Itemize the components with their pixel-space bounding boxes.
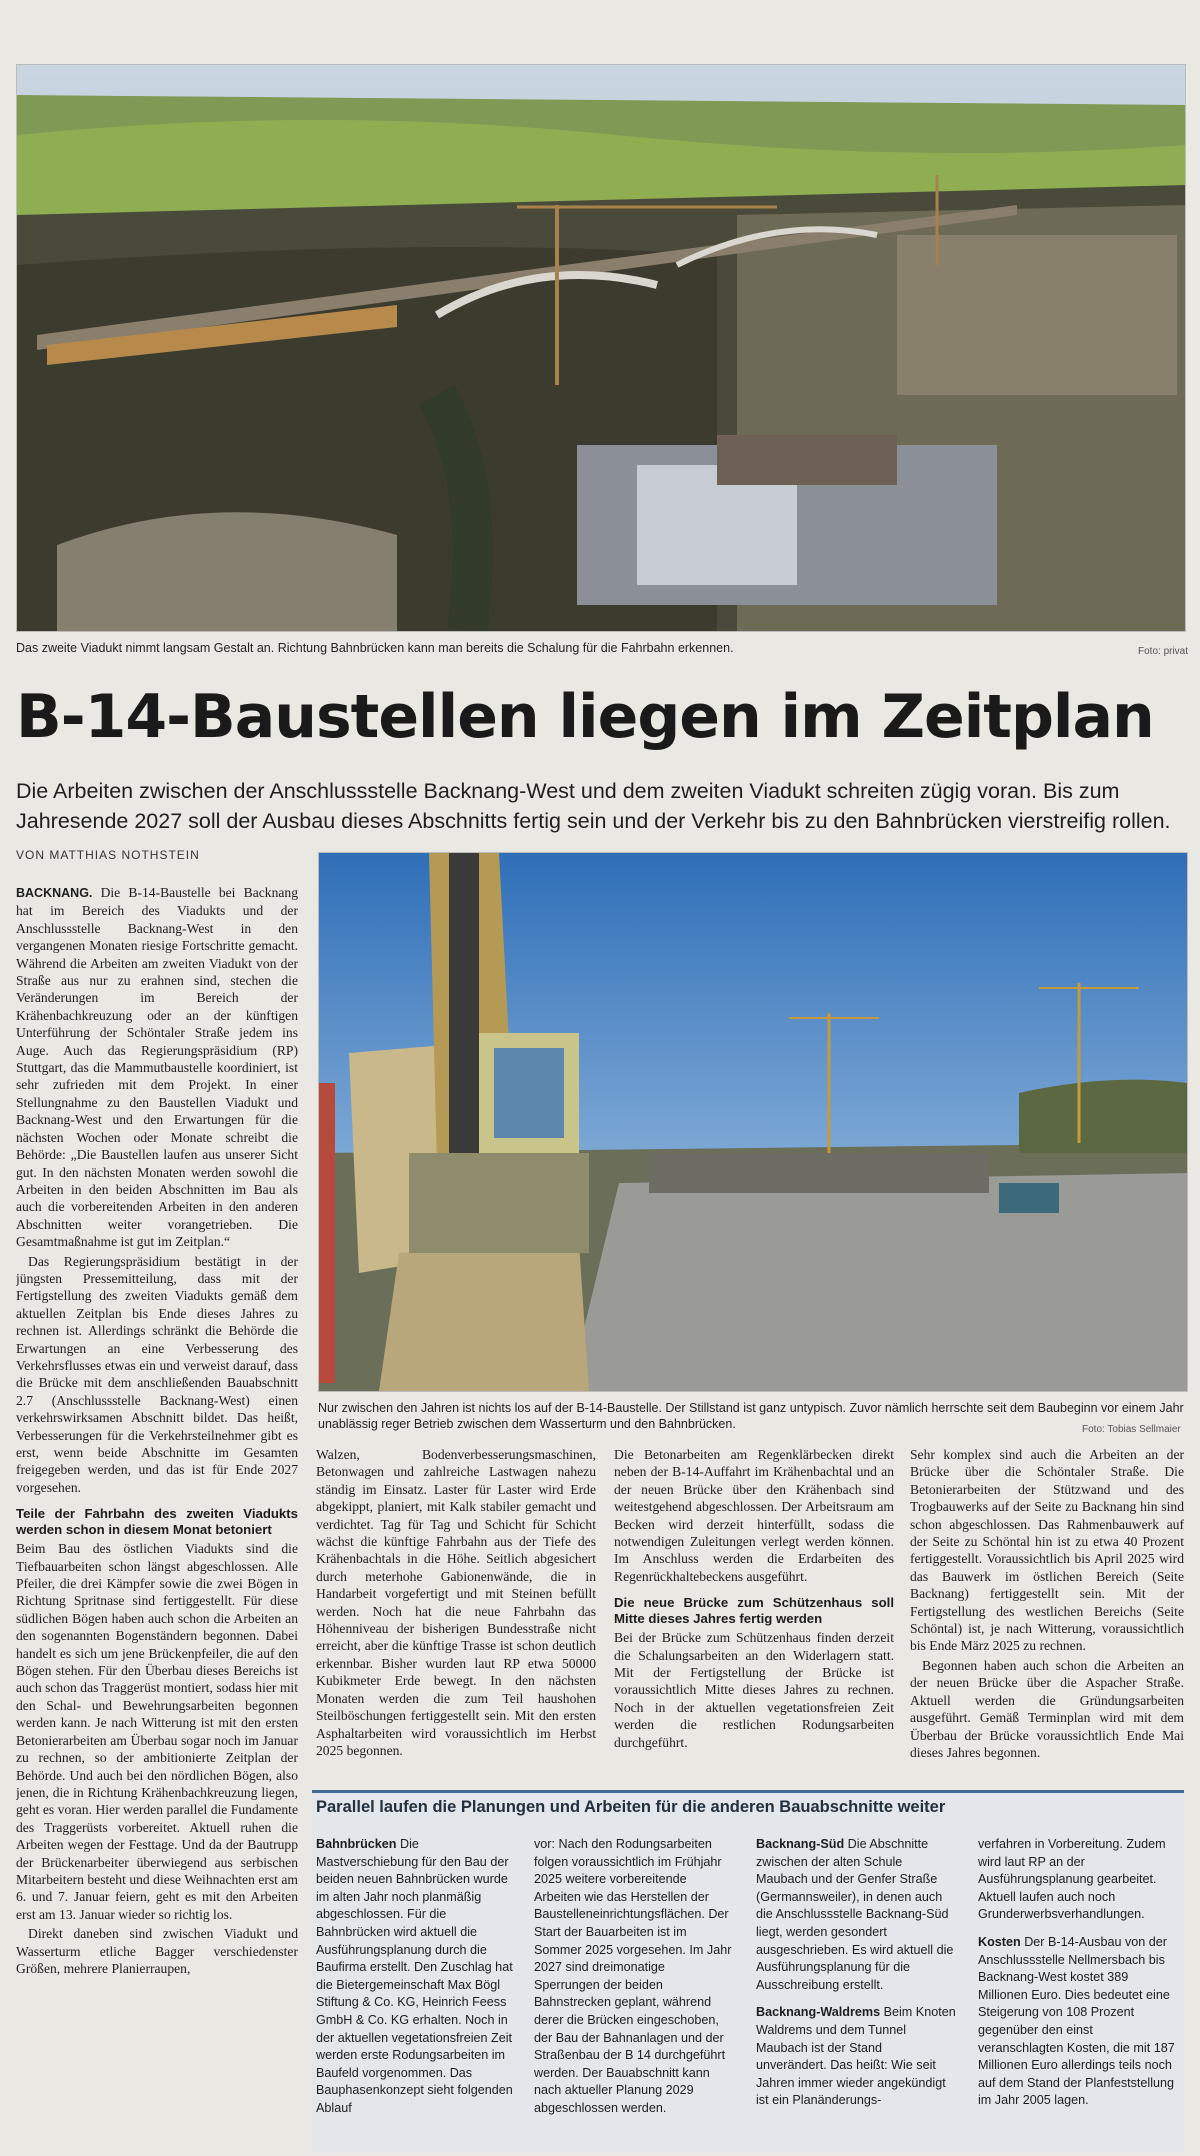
col1-subheading: Teile der Fahrbahn des zweiten Viadukts werden schon in diesem Monat betoniert — [16, 1506, 298, 1538]
dateline: BACKNANG. — [16, 886, 93, 900]
info-box-column-2 — [534, 1836, 734, 2122]
viaduct-aerial-photo — [16, 64, 1186, 632]
text-backnang-waldrems: Beim Knoten Waldrems und dem Tunnel Maubach ist der Stand unverändert. Das heißt: Wie seit Jahren immer wieder angekündigt ist ein Planänderungs- — [756, 2005, 956, 2108]
article-column-1 — [16, 884, 298, 2148]
deck: Die Arbeiten zwischen der Anschlussstelle Backnang-West und dem zweiten Viadukt schreiten zügig voran. Bis zum Jahresende 2027 soll der Ausbau dieses Abschnitts fertig sein und der Verkehr bis zu den Bahnbrücken vierstreifig rollen. — [16, 779, 1171, 833]
col1-paragraph-1: Die B-14-Baustelle bei Backnang hat im Bereich des Viadukts und der Anschlussstelle Backnang-West in den vergangenen Monaten riesige Fortschritte gemacht. Während die Arbeiten am zweiten Viadukt von der Straße aus nur zu erahnen sind, stechen die Veränderungen im Bereich der Krähenbachkreuzung oder an der künftigen Unterführung der Schöntaler Straße jedem ins Auge. Auch das Regierungspräsidium (RP) Stuttgart, das die Mammutbaustelle koordiniert, ist sehr zufrieden mit dem Projekt. In einer Stellungnahme zu den Baustellen Viadukt und Backnang-West und den Erwartungen für die nächsten Wochen oder Monate schreibt die Behörde: „Die Baustellen laufen aus unserer Sicht gut. In den nächsten Monaten werden sowohl die Arbeiten in den beiden Abschnitten im Bau als auch die vorbereitenden Arbeiten in den anderen Abschnitten weiter vorangetrieben. Die Gesamtmaßnahme ist gut im Zeitplan.“ — [16, 885, 298, 1250]
col3-subheading: Die neue Brücke zum Schützenhaus soll Mitte dieses Jahres fertig werden — [614, 1595, 894, 1627]
col2-paragraph-1: Walzen, Bodenverbesserungsmaschinen, Betonwagen und zahlreiche Lastwagen nahezu ständig im Einsatz. Laster für Laster wird Erde abgekippt, planiert, mit Kalk stabiler gemacht und verdichtet. Tag für Tag und Schicht für Schicht wächst die künftige Fahrbahn aus der Tiefe des Krähenbachtals in die Höhe. Seitlich abgesichert durch meterhohe Gabionenwände, die in Handarbeit vorgefertigt und mit Steinen befüllt werden. Noch hat die neue Fahrbahn das Höhenniveau der bisherigen Bundesstraße nicht erreicht, aber die künftige Trasse ist schon deutlich erkennbar. Bisher wurden laut RP etwa 50000 Kubikmeter Erde bewegt. In den nächsten Monaten werden die zum Teil haushohen Steilböschungen fertiggestellt sein. Mit den ersten Asphaltarbeiten wird voraussichtlich im Herbst 2025 begonnen. — [316, 1447, 596, 1758]
info-box-column-4 — [978, 1836, 1178, 2114]
excavator-illustration — [319, 853, 1187, 1391]
top-photo-credit: Foto: privat — [1138, 646, 1189, 657]
info-box-column-1 — [316, 1836, 516, 2122]
label-kosten: Kosten — [978, 1934, 1021, 1949]
info-box-title: Parallel laufen die Planungen und Arbeiten für die anderen Bauabschnitte weiter — [316, 1798, 946, 1816]
mid-photo-credit: Foto: Tobias Sellmaier — [1082, 1424, 1181, 1435]
text-bahnbruecken-continued: vor: Nach den Rodungsarbeiten folgen voraussichtlich im Frühjahr 2025 weitere vorbereitende Arbeiten wie das Herstellen der Baustelleneinrichtungsflächen. Der Start der Bauarbeiten ist im Sommer 2025 vorgesehen. Im Jahr 2027 sind dreimonatige Sperrungen der beiden Bahnstrecken geplant, während derer die Brücken eingeschoben, der Bau der Bahnanlagen und der Straßenbau der B 14 durchgeführt werden. Der Bauabschnitt kann nach aktueller Planung 2029 abgeschlossen werden. — [534, 1837, 732, 2115]
label-bahnbruecken: Bahnbrücken — [316, 1837, 397, 1851]
label-backnang-waldrems: Backnang-Waldrems — [756, 2005, 881, 2020]
byline: VON MATTHIAS NOTHSTEIN — [16, 848, 200, 862]
col4-paragraph-2: Begonnen haben auch schon die Arbeiten an der neuen Brücke über die Aspacher Straße. Aktuell werden die Gründungsarbeiten ausgeführt. Gemäß Terminplan wird mit dem Überbau der Brücke voraussichtlich Ende Mai dieses Jahres begonnen. — [910, 1657, 1184, 1760]
article-column-2 — [316, 1446, 596, 1786]
text-backnang-sued: Die Abschnitte zwischen der alten Schule Maubach und der Genfer Straße (Germannsweiler), in denen auch die Anschlussstelle Backnang-Süd liegt, werden gesondert ausgeschrieben. Es wird aktuell die Ausführungsplanung für die Ausschreibung erstellt. — [756, 1837, 954, 1992]
col3-paragraph-1: Die Betonarbeiten am Regenklärbecken direkt neben der B-14-Auffahrt im Krähenbachtal und an der neuen Brücke über den Krähenbach sind weitestgehend abgeschlossen. Der Arbeitsraum am Becken wird derzeit hinterfüllt, sodass die notwendigen Zuleitungen verlegt werden können. Im Anschluss werden die Erdarbeiten des Regenrückhaltebeckens ausgeführt. — [614, 1447, 894, 1584]
col4-paragraph-1: Sehr komplex sind auch die Arbeiten an der Brücke über die Schöntaler Straße. Die Betonierarbeiten der Stützwand und des Trogbauwerks auf der Seite zu Backnang hin sind schon abgeschlossen. Das Rahmenbauwerk auf der Seite zu Schöntal hin ist zu etwa 40 Prozent fertiggestellt. Voraussichtlich bis April 2025 wird das Bauwerk im östlichen Bereich (Seite Backnang) fertiggestellt sein. Mit der Fertigstellung des westlichen Bereichs (Seite Schöntal) ist, je nach Witterung, voraussichtlich bis Ende März 2025 zu rechnen. — [910, 1447, 1184, 1654]
article-column-4 — [910, 1446, 1184, 1786]
col3-paragraph-2: Bei der Brücke zum Schützenhaus finden derzeit die Schalungsarbeiten an den Widerlagern statt. Mit der Fertigstellung der Brücke ist voraussichtlich Mitte dieses Jahres zu rechnen. Noch in der aktuellen vegetationsfreien Zeit werden die restlichen Rodungsarbeiten durchgeführt. — [614, 1630, 894, 1750]
text-kosten: Der B-14-Ausbau von der Anschlussstelle Nellmersbach bis Backnang-West kostet 389 Millionen Euro. Dies bedeutet eine Steigerung von 108 Prozent gegenüber den einst veranschlagten Kosten, die mit 187 Millionen Euro allerdings teils noch auf dem Stand der Planfeststellung im Jahr 2005 lagen. — [978, 1934, 1175, 2108]
excavator-photo — [318, 852, 1188, 1392]
label-backnang-sued: Backnang-Süd — [756, 1837, 845, 1851]
headline: B-14-Baustellen liegen im Zeitplan — [16, 682, 1154, 752]
text-bahnbruecken: Die Mastverschiebung für den Bau der beiden neuen Bahnbrücken wurde im alten Jahr noch planmäßig abgeschlossen. Für die Bahnbrücken wird aktuell die Ausführungsplanung durch die Baufirma erstellt. Den Zuschlag hat die Bietergemeinschaft Max Bögl Stiftung & Co. KG, Heinrich Feess GmbH & Co. KG erhalten. Noch in der aktuellen vegetationsfreien Zeit werden erste Rodungsarbeiten im Baufeld vorgenommen. Das Bauphasenkonzept sieht folgenden Ablauf — [316, 1837, 513, 2115]
info-box-column-3 — [756, 1836, 956, 2114]
viaduct-aerial-illustration — [17, 65, 1185, 631]
col1-paragraph-2: Das Regierungspräsidium bestätigt in der jüngsten Pressemitteilung, dass mit der Fertigstellung des zweiten Viadukts gemäß dem aktuellen Zeitplan bis Ende dieses Jahres zu rechnen ist. Allerdings schränkt die Behörde die Erwartungen an eine Verbesserung des Verkehrsflusses etwas ein und verweist darauf, dass die Brücke mit dem anschließenden Bauabschnitt 2.7 (Anschlussstelle Backnang-West) einen verkehrswirksamen Abschnitt bildet. Das heißt, Verbesserungen für die Verkehrsteilnehmer gibt es erst, wenn beide Abschnitte im Gesamten freigegeben werden, und das ist für Ende 2027 vorgesehen. — [16, 1253, 298, 1495]
col1-paragraph-4: Direkt daneben sind zwischen Viadukt und Wasserturm etliche Bagger verschiedenster Größen, mehrere Planierraupen, — [16, 1926, 298, 1976]
col1-paragraph-3: Beim Bau des östlichen Viadukts sind die Tiefbauarbeiten schon längst abgeschlossen. Alle Pfeiler, die drei Kämpfer sowie die zwei Bögen in Richtung Spritnase sind fertiggestellt. Für diese südlichen Bögen haben auch schon die Arbeiten an den sogenannten Bogenständern begonnen. Dabei handelt es sich um jene Brückenpfeiler, die auf den Bögen stehen. Für den Überbau dieses Bereichs ist auch schon das Traggerüst montiert, sodass hier mit den Schal- und Bewehrungsarbeiten begonnen werden kann. Je nach Witterung ist mit den ersten Betonierarbeiten am Überbau sogar noch im Januar zu rechnen, so der ambitionierte Zeitplan der Behörde. Und auch bei den nördlichen Bögen, also jenen, die in Richtung Krähenbachkreuzung liegen, geht es voran. Hier werden parallel die Fundamente des Traggerüsts vorbereitet. Aktuell ruhen die Arbeiten wegen der Festtage. Und da der Bautrupp der Brückenarbeiter überwiegend aus serbischen Mitarbeitern besteht und diese Weihnachten erst am 6. und 7. Januar feiern, geht es mit den Arbeiten erst am 13. Januar wieder so richtig los. — [16, 1541, 298, 1922]
article-column-3 — [614, 1446, 894, 1786]
top-photo-caption: Das zweite Viadukt nimmt langsam Gestalt an. Richtung Bahnbrücken kann man bereits die Schalung für die Fahrbahn erkennen. — [16, 641, 734, 655]
text-waldrems-continued: verfahren in Vorbereitung. Zudem wird laut RP an der Ausführungsplanung gearbeitet. Aktuell laufen auch noch Grunderwerbsverhandlungen. — [978, 1837, 1166, 1922]
mid-photo-caption: Nur zwischen den Jahren ist nichts los auf der B-14-Baustelle. Der Stillstand ist ganz untypisch. Zuvor nämlich herrschte seit dem Baubeginn vor einem Jahr unablässig reger Betrieb zwischen dem Wasserturm und den Bahnbrücken. — [318, 1401, 1184, 1431]
